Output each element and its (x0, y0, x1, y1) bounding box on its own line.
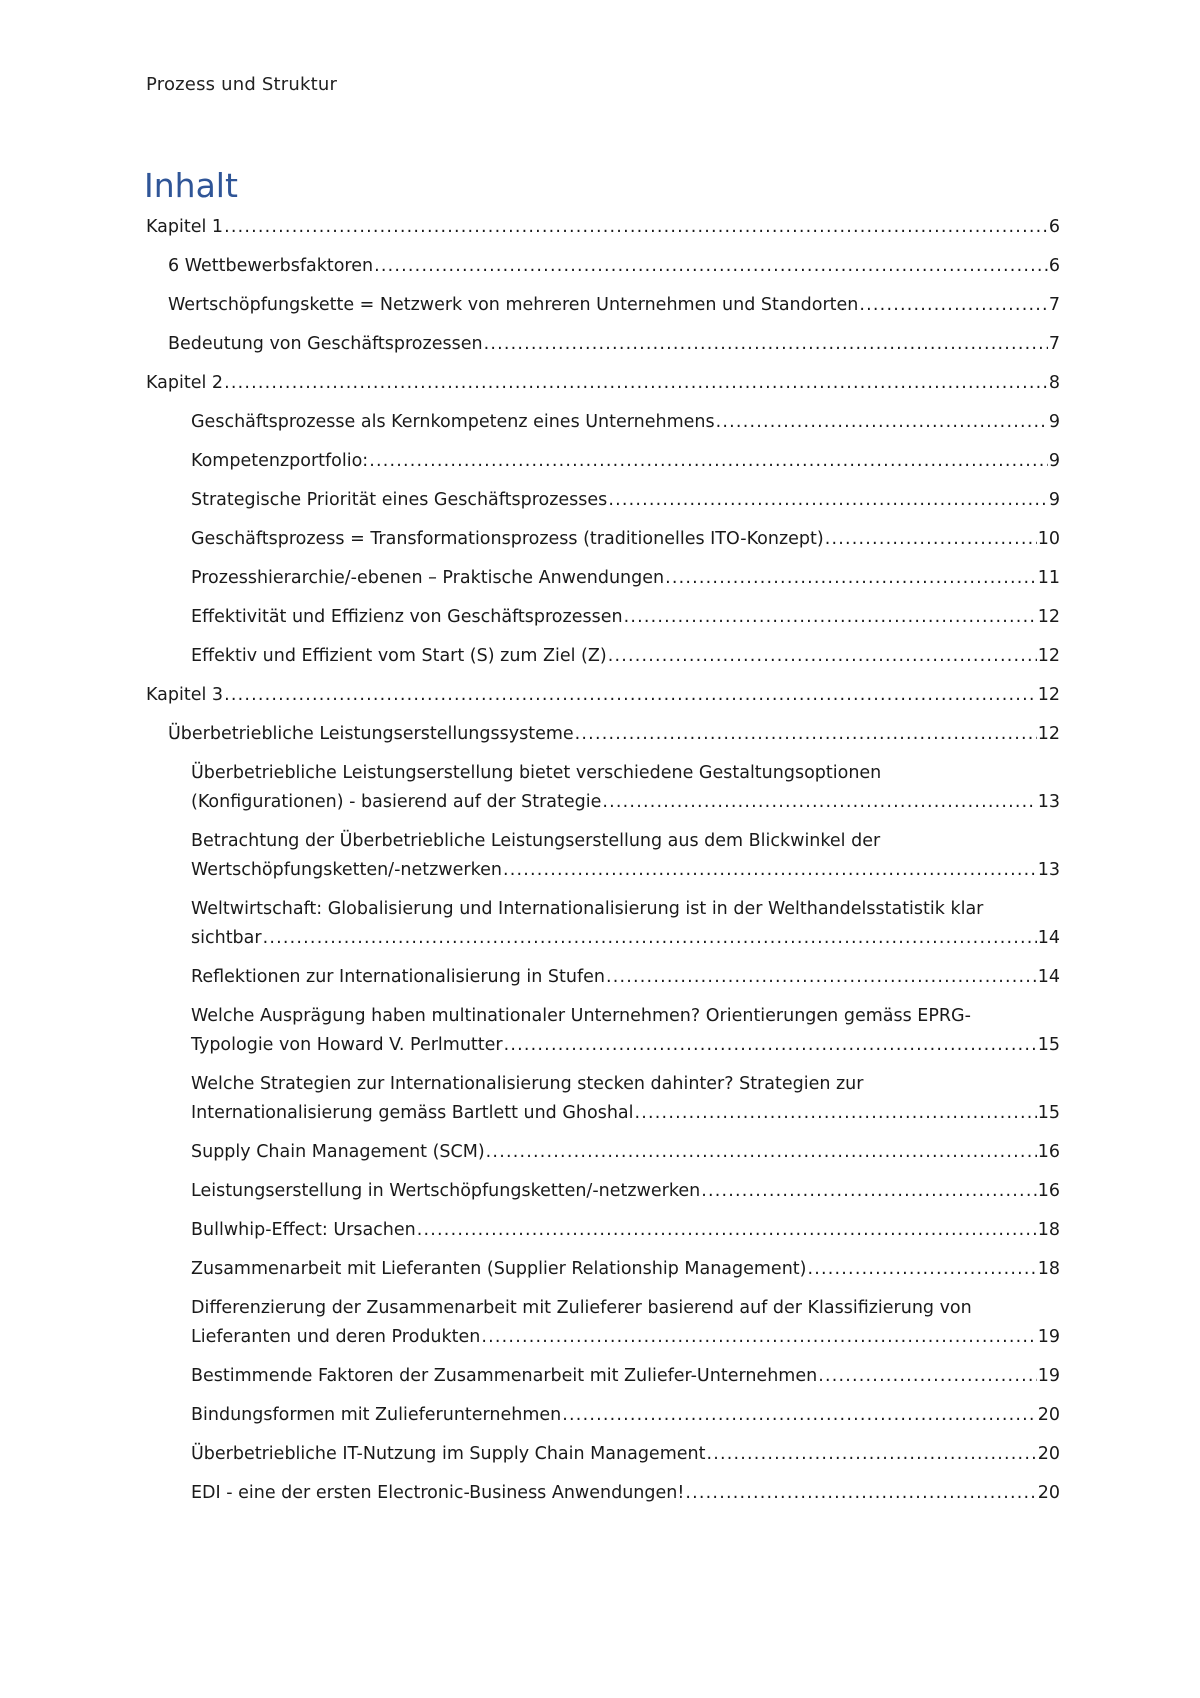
toc-page-number: 18 (1037, 1259, 1060, 1279)
toc-page-number: 18 (1037, 1220, 1060, 1240)
toc-entry-text: Effektiv und Effizient vom Start (S) zum Ziel (Z) (191, 646, 607, 666)
toc-entry[interactable] (146, 486, 1060, 515)
toc-entry[interactable] (146, 447, 1060, 476)
toc-entry-text: Kapitel 2 (146, 373, 224, 393)
toc-entry-text: sichtbar (191, 928, 262, 948)
toc-entry[interactable] (146, 1138, 1060, 1167)
toc-page-number: 14 (1037, 928, 1060, 948)
toc-entry[interactable] (146, 895, 1060, 953)
toc-entry-text: Überbetriebliche Leistungserstellung bietet verschiedene Gestaltungsoptionen (191, 763, 882, 783)
toc-entry-text: Prozesshierarchie/-ebenen – Praktische Anwendungen (191, 568, 665, 588)
toc-entry-text: Bestimmende Faktoren der Zusammenarbeit mit Zuliefer-Unternehmen (191, 1366, 818, 1386)
toc-entry[interactable] (146, 291, 1060, 320)
toc-entry-text: Kapitel 1 (146, 217, 224, 237)
toc-entry-text: Differenzierung der Zusammenarbeit mit Zulieferer basierend auf der Klassifizierung von (191, 1298, 972, 1318)
toc-entry[interactable] (146, 642, 1060, 671)
toc-page-number: 9 (1048, 412, 1060, 432)
dot-leader (807, 1255, 1036, 1284)
toc-page-number: 13 (1037, 860, 1060, 880)
toc-entry[interactable] (146, 759, 1060, 817)
toc-entry-text: 6 Wettbewerbsfaktoren (168, 256, 374, 276)
dot-leader (606, 963, 1037, 992)
toc-entry[interactable] (146, 681, 1060, 710)
dot-leader (706, 1440, 1036, 1469)
toc-page-number: 15 (1037, 1035, 1060, 1055)
dot-leader (575, 720, 1037, 749)
dot-leader (825, 525, 1037, 554)
toc-entry-text: Supply Chain Management (SCM) (191, 1142, 485, 1162)
toc-entry[interactable] (146, 1294, 1060, 1352)
toc-page-number: 9 (1048, 451, 1060, 471)
toc-entry-text: Effektivität und Effizienz von Geschäftsprozessen (191, 607, 623, 627)
toc-page-number: 6 (1048, 256, 1060, 276)
dot-leader (818, 1362, 1037, 1391)
toc-page-number: 12 (1037, 724, 1060, 744)
dot-leader (716, 408, 1048, 437)
toc-entry-text: (Konfigurationen) - basierend auf der Strategie (191, 792, 602, 812)
toc-entry[interactable] (146, 1177, 1060, 1206)
toc-page-number: 20 (1037, 1444, 1060, 1464)
toc-entry-text: Zusammenarbeit mit Lieferanten (Supplier Relationship Management) (191, 1259, 807, 1279)
toc-entry-text: Welche Ausprägung haben multinationaler Unternehmen? Orientierungen gemäss EPRG- (191, 1006, 971, 1026)
toc-entry-text: Bindungsformen mit Zulieferunternehmen (191, 1405, 562, 1425)
dot-leader (624, 603, 1037, 632)
toc-entry-text: Typologie von Howard V. Perlmutter (191, 1035, 503, 1055)
toc-entry[interactable] (146, 408, 1060, 437)
dot-leader (685, 1479, 1036, 1508)
toc-entry[interactable] (146, 252, 1060, 281)
toc-entry[interactable] (146, 963, 1060, 992)
dot-leader (224, 681, 1037, 710)
toc-entry-text: Wertschöpfungskette = Netzwerk von mehreren Unternehmen und Standorten (168, 295, 859, 315)
toc-entry[interactable] (146, 1440, 1060, 1469)
toc-entry-text: Lieferanten und deren Produkten (191, 1327, 481, 1347)
toc-entry[interactable] (146, 369, 1060, 398)
dot-leader (701, 1177, 1037, 1206)
toc-entry-text: Geschäftsprozesse als Kernkompetenz eines Unternehmens (191, 412, 715, 432)
toc-page-number: 8 (1048, 373, 1060, 393)
dot-leader (635, 1099, 1037, 1128)
toc-entry-text: Kapitel 3 (146, 685, 224, 705)
toc-entry[interactable] (146, 564, 1060, 593)
toc-page-number: 13 (1037, 792, 1060, 812)
toc-entry[interactable] (146, 330, 1060, 359)
dot-leader (504, 1031, 1037, 1060)
toc-page-number: 20 (1037, 1483, 1060, 1503)
dot-leader (562, 1401, 1036, 1430)
dot-leader (859, 291, 1047, 320)
toc-page-number: 19 (1037, 1366, 1060, 1386)
toc-entry-text: Wertschöpfungsketten/-netzwerken (191, 860, 502, 880)
toc-entry[interactable] (146, 827, 1060, 885)
dot-leader (224, 213, 1048, 242)
toc-page-number: 7 (1048, 334, 1060, 354)
dot-leader (486, 1138, 1037, 1167)
toc-page-number: 6 (1048, 217, 1060, 237)
toc-entry-text: Bullwhip-Effect: Ursachen (191, 1220, 416, 1240)
dot-leader (484, 330, 1048, 359)
toc-page-number: 19 (1037, 1327, 1060, 1347)
toc-entry[interactable] (146, 213, 1060, 242)
toc-entry[interactable] (146, 603, 1060, 632)
running-header: Prozess und Struktur (146, 74, 338, 95)
toc-entry-text: Welche Strategien zur Internationalisierung stecken dahinter? Strategien zur (191, 1074, 864, 1094)
toc-entry[interactable] (146, 1070, 1060, 1128)
dot-leader (602, 788, 1036, 817)
toc-page-number: 14 (1037, 967, 1060, 987)
toc-page-number: 15 (1037, 1103, 1060, 1123)
toc-page-number: 12 (1037, 607, 1060, 627)
dot-leader (369, 447, 1048, 476)
toc-entry[interactable] (146, 1216, 1060, 1245)
dot-leader (374, 252, 1048, 281)
toc-entry-text: Strategische Priorität eines Geschäftsprozesses (191, 490, 608, 510)
toc-page-number: 11 (1037, 568, 1060, 588)
toc-entry-text: Internationalisierung gemäss Bartlett und Ghoshal (191, 1103, 634, 1123)
toc-page-number: 7 (1048, 295, 1060, 315)
dot-leader (608, 486, 1048, 515)
dot-leader (608, 642, 1037, 671)
toc-entry-text: Bedeutung von Geschäftsprozessen (168, 334, 483, 354)
toc-entry-text: Überbetriebliche IT-Nutzung im Supply Chain Management (191, 1444, 706, 1464)
toc-page-number: 9 (1048, 490, 1060, 510)
toc-page-number: 20 (1037, 1405, 1060, 1425)
toc-page-number: 12 (1037, 685, 1060, 705)
dot-leader (665, 564, 1037, 593)
toc-entry-text: Weltwirtschaft: Globalisierung und Internationalisierung ist in der Welthandelsstatistik klar (191, 899, 984, 919)
toc-entry-text: EDI - eine der ersten Electronic-Business Anwendungen! (191, 1483, 685, 1503)
toc-entry-text: Kompetenzportfolio: (191, 451, 369, 471)
dot-leader (224, 369, 1048, 398)
dot-leader (503, 856, 1037, 885)
toc-entry-text: Leistungserstellung in Wertschöpfungsketten/-netzwerken (191, 1181, 701, 1201)
toc-entry[interactable] (146, 1002, 1060, 1060)
toc-entry-text: Geschäftsprozess = Transformationsprozess (traditionelles ITO-Konzept) (191, 529, 824, 549)
toc-title: Inhalt (144, 166, 238, 205)
toc-entry[interactable] (146, 1362, 1060, 1391)
toc-page-number: 16 (1037, 1181, 1060, 1201)
dot-leader (417, 1216, 1037, 1245)
toc-entry[interactable] (146, 1255, 1060, 1284)
toc-page-number: 10 (1037, 529, 1060, 549)
dot-leader (263, 924, 1037, 953)
toc-page-number: 16 (1037, 1142, 1060, 1162)
toc-entry-text: Reflektionen zur Internationalisierung in Stufen (191, 967, 605, 987)
toc-page-number: 12 (1037, 646, 1060, 666)
toc-entry[interactable] (146, 720, 1060, 749)
toc-entry[interactable] (146, 1401, 1060, 1430)
dot-leader (481, 1323, 1036, 1352)
table-of-contents (146, 213, 1060, 1518)
toc-entry-text: Betrachtung der Überbetriebliche Leistungserstellung aus dem Blickwinkel der (191, 831, 881, 851)
toc-entry[interactable] (146, 525, 1060, 554)
toc-entry[interactable] (146, 1479, 1060, 1508)
toc-entry-text: Überbetriebliche Leistungserstellungssysteme (168, 724, 574, 744)
